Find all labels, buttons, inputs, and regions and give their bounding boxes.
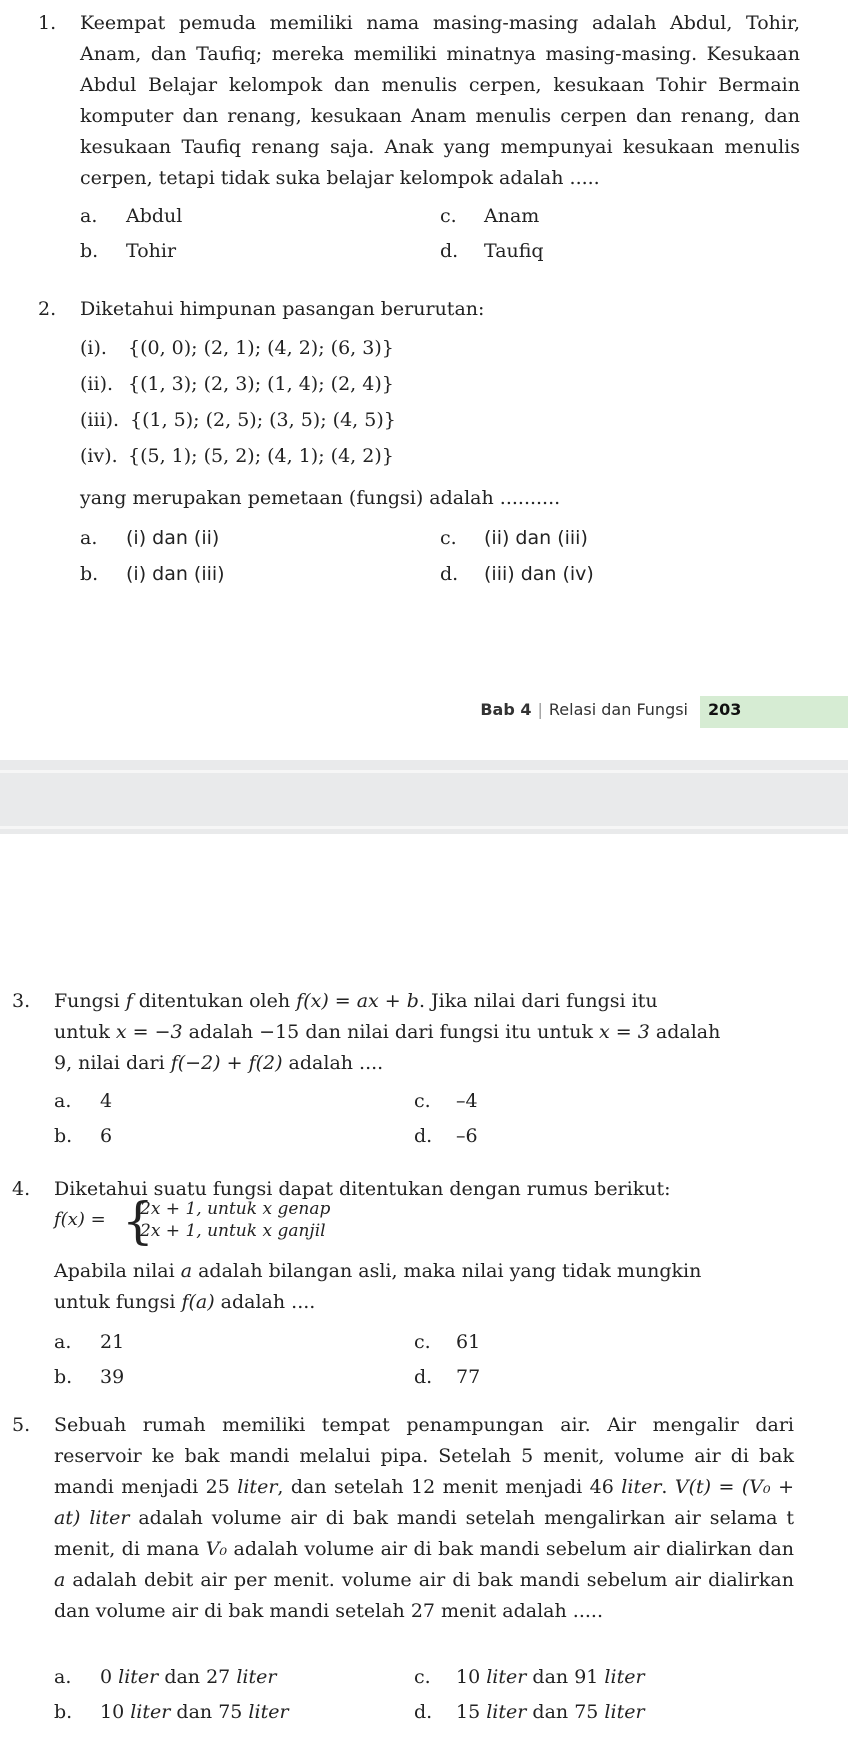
question-2-prompt: yang merupakan pemetaan (fungsi) adalah .......... (80, 487, 561, 509)
page-gap (0, 760, 848, 834)
option-letter: b. (80, 240, 99, 262)
option-text: Tohir (126, 240, 177, 262)
footer-separator: | (537, 700, 543, 719)
option-text: Taufiq (484, 240, 544, 262)
text: . Jika nilai dari fungsi itu (418, 990, 658, 1012)
unit: liter (237, 1476, 278, 1498)
question-3-line-1 (54, 986, 794, 1017)
question-number: 4. (12, 1178, 31, 1200)
page-number: 203 (708, 700, 742, 719)
question-4-line-1 (54, 1256, 701, 1287)
text: untuk (54, 1021, 116, 1043)
option-text: –6 (456, 1125, 478, 1147)
function-name: f (125, 990, 133, 1012)
x-value: x = 3 (599, 1021, 650, 1043)
curly-brace-icon: { (122, 1192, 154, 1250)
option-letter: a. (54, 1331, 72, 1353)
case-odd: 2x + 1, untuk x ganjil (140, 1221, 326, 1241)
variable: a (180, 1260, 193, 1282)
set-label: (i). (80, 337, 107, 359)
option-text: –4 (456, 1090, 478, 1112)
chapter-number: Bab 4 (480, 700, 532, 719)
x-value: x = −3 (115, 1021, 183, 1043)
set-label: (iv). (80, 445, 118, 467)
option-letter: b. (80, 563, 99, 585)
unit: liter (89, 1507, 130, 1529)
set-label: (iii). (80, 409, 120, 431)
option-letter: c. (414, 1331, 431, 1353)
option-letter: a. (54, 1090, 72, 1112)
option-letter: d. (414, 1701, 433, 1723)
option-letter: c. (414, 1666, 431, 1688)
option-text: (ii) dan (iii) (484, 527, 588, 549)
option-text: 39 (100, 1366, 125, 1388)
option-text: 0 liter dan 27 liter (100, 1666, 277, 1688)
option-text: 6 (100, 1125, 113, 1147)
chapter-footer (480, 700, 688, 719)
question-4-line-2 (54, 1287, 315, 1318)
text: ditentukan oleh (132, 990, 297, 1012)
option-text: 4 (100, 1090, 113, 1112)
question-3-line-2 (54, 1017, 794, 1048)
page-next (0, 834, 848, 1739)
text: . (661, 1476, 675, 1498)
option-letter: a. (54, 1666, 72, 1688)
option-text: 10 liter dan 91 liter (456, 1666, 645, 1688)
option-text: 21 (100, 1331, 125, 1353)
set-label: (ii). (80, 373, 114, 395)
option-text: 15 liter dan 75 liter (456, 1701, 645, 1723)
question-2-intro: Diketahui himpunan pasangan berurutan: (80, 298, 485, 320)
option-text: (iii) dan (iv) (484, 563, 594, 585)
option-text: 10 liter dan 75 liter (100, 1701, 289, 1723)
chapter-title: Relasi dan Fungsi (548, 700, 688, 719)
question-number: 1. (38, 12, 57, 34)
option-letter: a. (80, 205, 98, 227)
divider (0, 770, 848, 773)
option-text: Abdul (126, 205, 183, 227)
option-letter: d. (440, 563, 459, 585)
text: adalah −15 dan nilai dari fungsi itu untuk (182, 1021, 600, 1043)
divider (0, 826, 848, 829)
text: Sebuah rumah memiliki tempat penampungan air. Air mengalir dari reservoir ke bak mandi melalui pipa. Setelah 5 menit, volume air di bak mandi menjadi 25 (54, 1414, 794, 1498)
option-letter: c. (440, 205, 457, 227)
text: untuk fungsi (54, 1291, 182, 1313)
set-value: {(0, 0); (2, 1); (4, 2); (6, 3)} (128, 337, 394, 359)
text: adalah debit air per menit. volume air di bak mandi sebelum air dialirkan dan volume air di bak mandi setelah 27 menit adalah ..... (54, 1569, 794, 1622)
question-number: 3. (12, 990, 31, 1012)
case-even: 2x + 1, untuk x genap (140, 1199, 331, 1219)
variable: a (54, 1569, 66, 1591)
set-value: {(1, 5); (2, 5); (3, 5); (4, 5)} (130, 409, 396, 431)
variable: V₀ (205, 1538, 228, 1560)
question-4-intro: Diketahui suatu fungsi dapat ditentukan dengan rumus berikut: (54, 1178, 671, 1200)
option-letter: d. (414, 1366, 433, 1388)
question-number: 2. (38, 298, 57, 320)
option-letter: b. (54, 1366, 73, 1388)
option-text: (i) dan (iii) (126, 563, 225, 585)
question-number: 5. (12, 1414, 31, 1436)
question-5-text (54, 1410, 794, 1627)
function-lhs: f(x) = (54, 1209, 106, 1230)
set-value: {(5, 1); (5, 2); (4, 1); (4, 2)} (128, 445, 394, 467)
page-203 (0, 0, 848, 760)
option-letter: a. (80, 527, 98, 549)
option-letter: b. (54, 1701, 73, 1723)
text: adalah volume air di bak mandi sebelum air dialirkan dan (227, 1538, 795, 1560)
function-formula: f(x) = ax + b (296, 990, 419, 1012)
option-text: Anam (484, 205, 540, 227)
option-text: 77 (456, 1366, 481, 1388)
text: adalah bilangan asli, maka nilai yang tidak mungkin (192, 1260, 702, 1282)
text: Apabila nilai (54, 1260, 181, 1282)
question-1-text: Keempat pemuda memiliki nama masing-masing adalah Abdul, Tohir, Anam, dan Taufiq; mereka memiliki minatnya masing-masing. Kesukaan Abdul Belajar kelompok dan menulis cerpen, kesukaan Tohir Bermain komputer dan renang, kesukaan Anam menulis cerpen dan renang, dan kesukaan Taufiq renang saja. Anak yang mempunyai kesukaan menulis cerpen, tetapi tidak suka belajar kelompok adalah ..... (80, 12, 800, 189)
text: adalah volume air di bak mandi setelah mengalirkan air selama t menit, di mana (54, 1507, 794, 1560)
text: adalah .... (282, 1052, 384, 1074)
option-letter: b. (54, 1125, 73, 1147)
question-3-line-3 (54, 1048, 794, 1079)
option-text: (i) dan (ii) (126, 527, 220, 549)
formula: V(t) = (V₀ + at) (54, 1476, 794, 1529)
option-letter: d. (440, 240, 459, 262)
option-text: 61 (456, 1331, 481, 1353)
expression: f(a) (181, 1291, 215, 1313)
option-letter: c. (414, 1090, 431, 1112)
expression: f(−2) + f(2) (170, 1052, 283, 1074)
text: adalah (649, 1021, 721, 1043)
text: adalah .... (214, 1291, 316, 1313)
text: , dan setelah 12 menit menjadi 46 (277, 1476, 614, 1498)
option-letter: c. (440, 527, 457, 549)
unit: liter (621, 1476, 662, 1498)
set-value: {(1, 3); (2, 3); (1, 4); (2, 4)} (128, 373, 394, 395)
text: Fungsi (54, 990, 126, 1012)
text: 9, nilai dari (54, 1052, 171, 1074)
option-letter: d. (414, 1125, 433, 1147)
